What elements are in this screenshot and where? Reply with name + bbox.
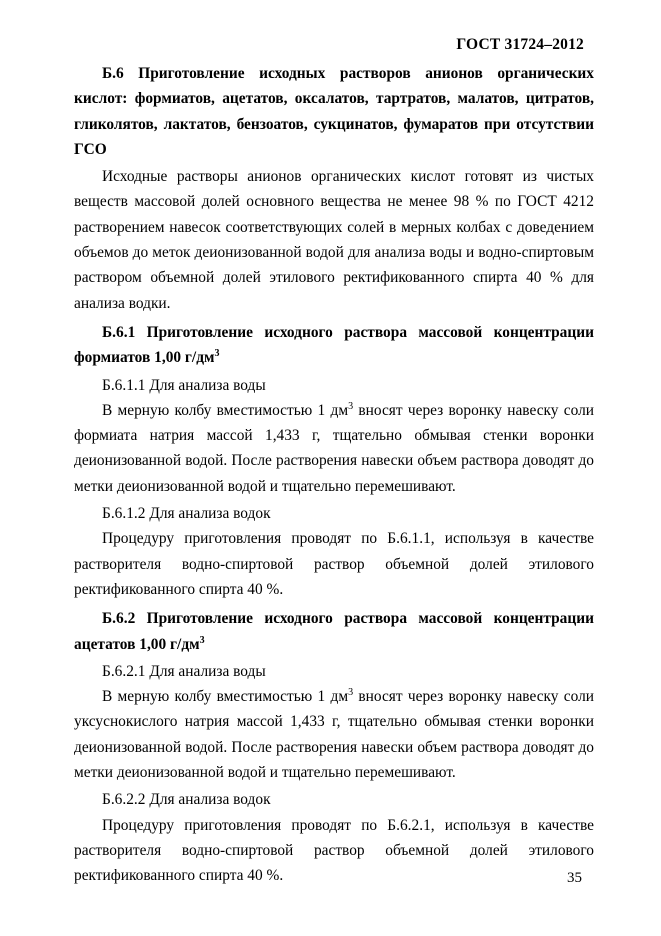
subsection-text-b611-post: вносят через воронку навеску соли формиата натрия массой 1,433 г, тщательно обмывая стенки воронки деионизованной водой. После растворения навески объем раствора доводят до метки деионизованной водой и тщательно перемешивают. bbox=[74, 401, 595, 495]
subsection-title-b612: Б.6.1.2 Для анализа водок bbox=[102, 505, 271, 523]
section-title-b62-sup: 3 bbox=[199, 634, 205, 646]
document-header: ГОСТ 31724–2012 bbox=[456, 36, 584, 53]
subsection-text-b621-pre: В мерную колбу вместимостью 1 дм bbox=[102, 688, 349, 706]
section-title-b61 bbox=[74, 320, 594, 371]
subsection-text-b611 bbox=[74, 398, 594, 499]
document-body bbox=[74, 61, 594, 889]
section-title-b61-text: Б.6.1 Приготовление исходного раствора массовой концентрации формиатов 1,00 г/дм bbox=[74, 323, 594, 367]
subsection-text-b611-pre: В мерную колбу вместимостью 1 дм bbox=[102, 401, 349, 419]
subsection-text-b621-sup: 3 bbox=[348, 687, 354, 698]
subsection-text-b621 bbox=[74, 684, 594, 785]
section-title-b62-text: Б.6.2 Приготовление исходного раствора массовой концентрации ацетатов 1,00 г/дм bbox=[74, 610, 594, 653]
page-number: 35 bbox=[567, 870, 582, 886]
section-title-b62 bbox=[74, 606, 594, 657]
subsection-title-b611: Б.6.1.1 Для анализа воды bbox=[102, 376, 266, 394]
subsection-title-b621: Б.6.2.1 Для анализа воды bbox=[102, 662, 266, 680]
subsection-text-b621-post: вносят через воронку навеску соли уксуснокислого натрия массой 1,433 г, тщательно обмывая стенки воронки деионизованной водой. После растворения навески объем раствора доводят до метки деионизованной водой и тщательно перемешивают. bbox=[74, 688, 595, 782]
section-text-b6: Исходные растворы анионов органических кислот готовят из чистых веществ массовой долей основного вещества не менее 98 % по ГОСТ 4212 растворением навесок соответствующих солей в мерных колбах с доведением объемов до меток деионизованной водой для анализа воды и водно-спиртовым раствором объемной долей этилового ректификованного спирта 40 % для анализа водки. bbox=[74, 168, 594, 312]
subsection-text-b611-sup: 3 bbox=[348, 400, 354, 412]
section-title-b61-sup: 3 bbox=[214, 348, 220, 360]
section-title-b6: Б.6 Приготовление исходных растворов анионов органических кислот: формиатов, ацетатов, оксалатов, тартратов, малатов, цитратов, гликолятов, лактатов, бензоатов, сукцинатов, фумаратов при отсутствии ГСО bbox=[74, 65, 594, 158]
subsection-title-b622: Б.6.2.2 Для анализа водок bbox=[102, 791, 271, 809]
subsection-text-b622: Процедуру приготовления проводят по Б.6.2.1, используя в качестве растворителя водно-спиртовой раствор объемной долей этилового ректификованного спирта 40 %. bbox=[74, 816, 594, 885]
subsection-text-b612: Процедуру приготовления проводят по Б.6.1.1, используя в качестве растворителя водно-спиртовой раствор объемной долей этилового ректификованного спирта 40 %. bbox=[74, 530, 594, 598]
